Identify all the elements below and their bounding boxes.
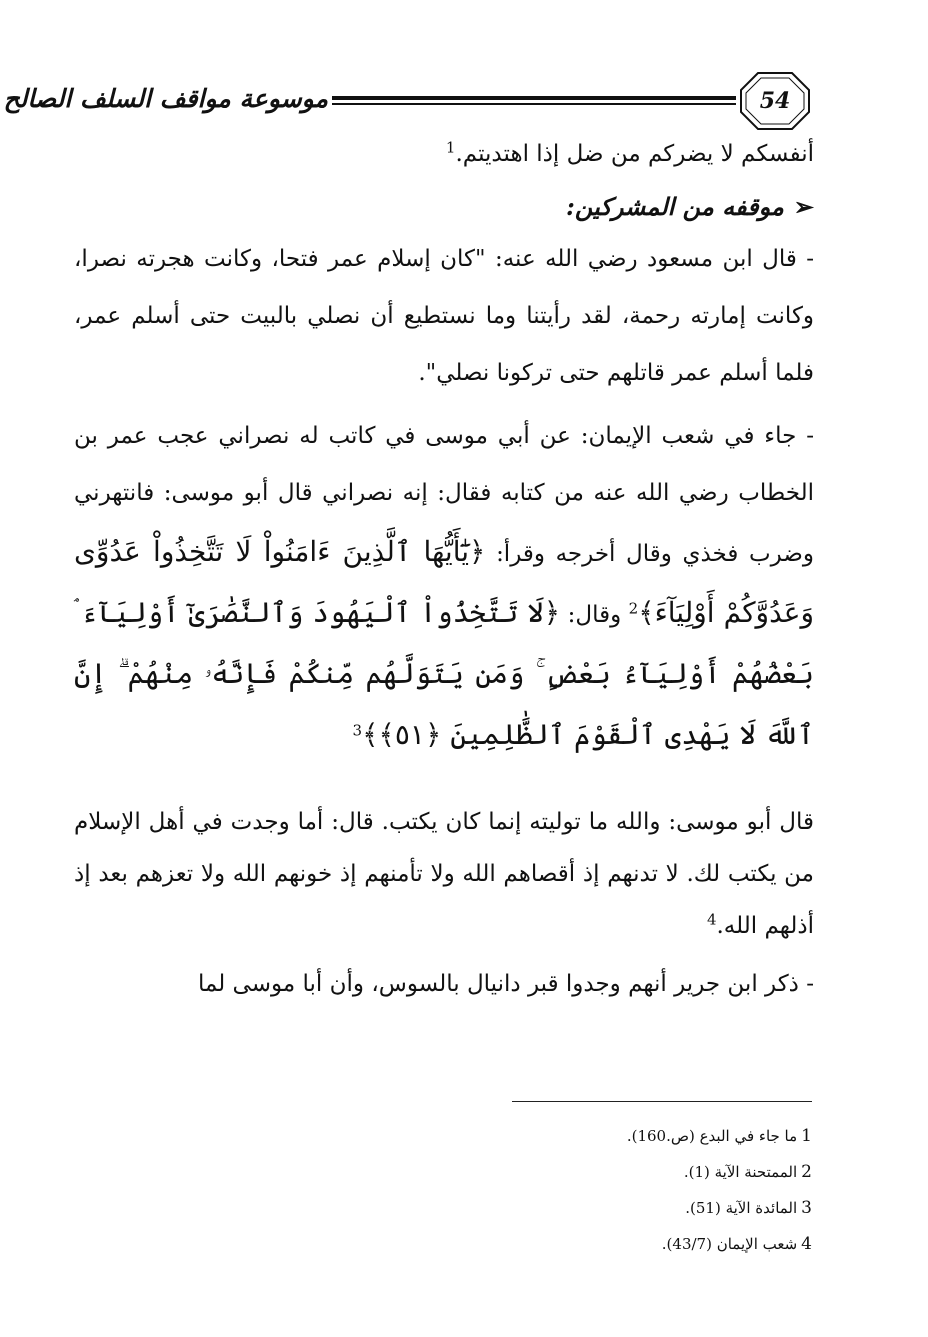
- footnote-ref-2: 2: [628, 599, 639, 618]
- footnote-4: [380, 1226, 812, 1262]
- paragraph-shuab-al-iman: [74, 408, 814, 766]
- running-title: موسوعة مواقف السلف الصالح: [3, 84, 328, 113]
- paragraph-text-mid: وقال:: [567, 602, 622, 628]
- paragraph-abu-musa: [74, 796, 814, 952]
- main-text: [74, 130, 814, 1013]
- footnote-3: [380, 1190, 812, 1226]
- opening-line: [74, 140, 814, 169]
- section-heading: [74, 189, 814, 225]
- footnote-number: 2: [801, 1162, 812, 1182]
- footnote-number: 4: [801, 1234, 812, 1254]
- footnote-text: المائدة الآية (51).: [685, 1199, 798, 1217]
- page-number: 54: [759, 88, 791, 114]
- quran-verse-1: ﴿يَٰٓأَيُّهَا ٱلَّذِينَ ءَامَنُواْ لَا تَتَّخِذُواْ عَدُوِّى وَعَدُوَّكُمْ أَوْلِيَآءَ﴾: [74, 535, 815, 629]
- footnote-ref-4: 4: [706, 910, 717, 929]
- section-heading-text: موقفه من المشركين:: [566, 192, 784, 221]
- footnote-ref-1: 1: [445, 138, 456, 157]
- footnote-number: 3: [801, 1198, 812, 1218]
- header-rule-thin: [332, 103, 736, 105]
- paragraph-text: قال أبو موسى: والله ما توليته إنما كان يكتب. قال: أما وجدت في أهل الإسلام من يكتب لك. لا تدنهم إذ أقصاهم الله ولا تأمنهم إذ خونهم الله ولا تعزهم بعد إذ أذلهم الله.: [74, 809, 814, 939]
- arrow-bullet-icon: ➢: [793, 192, 814, 221]
- footnote-text: الممتحنة الآية (1).: [683, 1163, 798, 1181]
- footnotes: [380, 1118, 812, 1262]
- footnote-ref-3: 3: [352, 721, 363, 740]
- footnote-divider: [512, 1101, 812, 1102]
- quran-verse-2: ﴿لَا تَتَّخِذُواْ ٱلْيَهُودَ وَٱلنَّصَٰرَىٰٓ أَوْلِيَآءَ ۘ بَعْضُهُمْ أَوْلِيَآءُ بَعْضٍ ۚ وَمَن يَتَوَلَّهُم مِّنكُمْ فَإِنَّهُۥ مِنْهُمْ ۗ إِنَّ ٱللَّهَ لَا يَهْدِى ٱلْقَوْمَ ٱلظَّٰلِمِينَ ﴿٥١﴾﴾: [74, 596, 814, 751]
- footnote-text: شعب الإيمان (43/7).: [661, 1235, 798, 1253]
- opening-line-text: أنفسكم لا يضركم من ضل إذا اهتديتم.: [455, 141, 814, 167]
- paragraph-ibn-masud: - قال ابن مسعود رضي الله عنه: "كان إسلام عمر فتحا، وكانت هجرته نصرا، وكانت إمارته رحمة، لقد رأيتنا وما نستطيع أن نصلي بالبيت حتى أسلم عمر، فلما أسلم عمر قاتلهم حتى تركونا نصلي".: [74, 246, 814, 386]
- header-rule: [332, 96, 736, 100]
- page-number-badge: [738, 70, 812, 132]
- paragraph-ibn-jarir: - ذكر ابن جرير أنهم وجدوا قبر دانيال بالسوس، وأن أبا موسى لما: [197, 971, 814, 997]
- paragraph-text: - جاء في شعب الإيمان: عن أبي موسى في كاتب له نصراني عجب عمر بن الخطاب رضي الله عنه من كتابه فقال: إنه نصراني قال أبو موسى: فانتهرني وضرب فخذي وقال أخرجه وقرأ:: [74, 423, 814, 567]
- footnote-number: 1: [801, 1126, 812, 1146]
- footnote-text: ما جاء في البدع (ص.160).: [626, 1127, 798, 1145]
- footnote-2: [380, 1154, 812, 1190]
- page-header: [3, 70, 818, 134]
- footnote-1: [380, 1118, 812, 1154]
